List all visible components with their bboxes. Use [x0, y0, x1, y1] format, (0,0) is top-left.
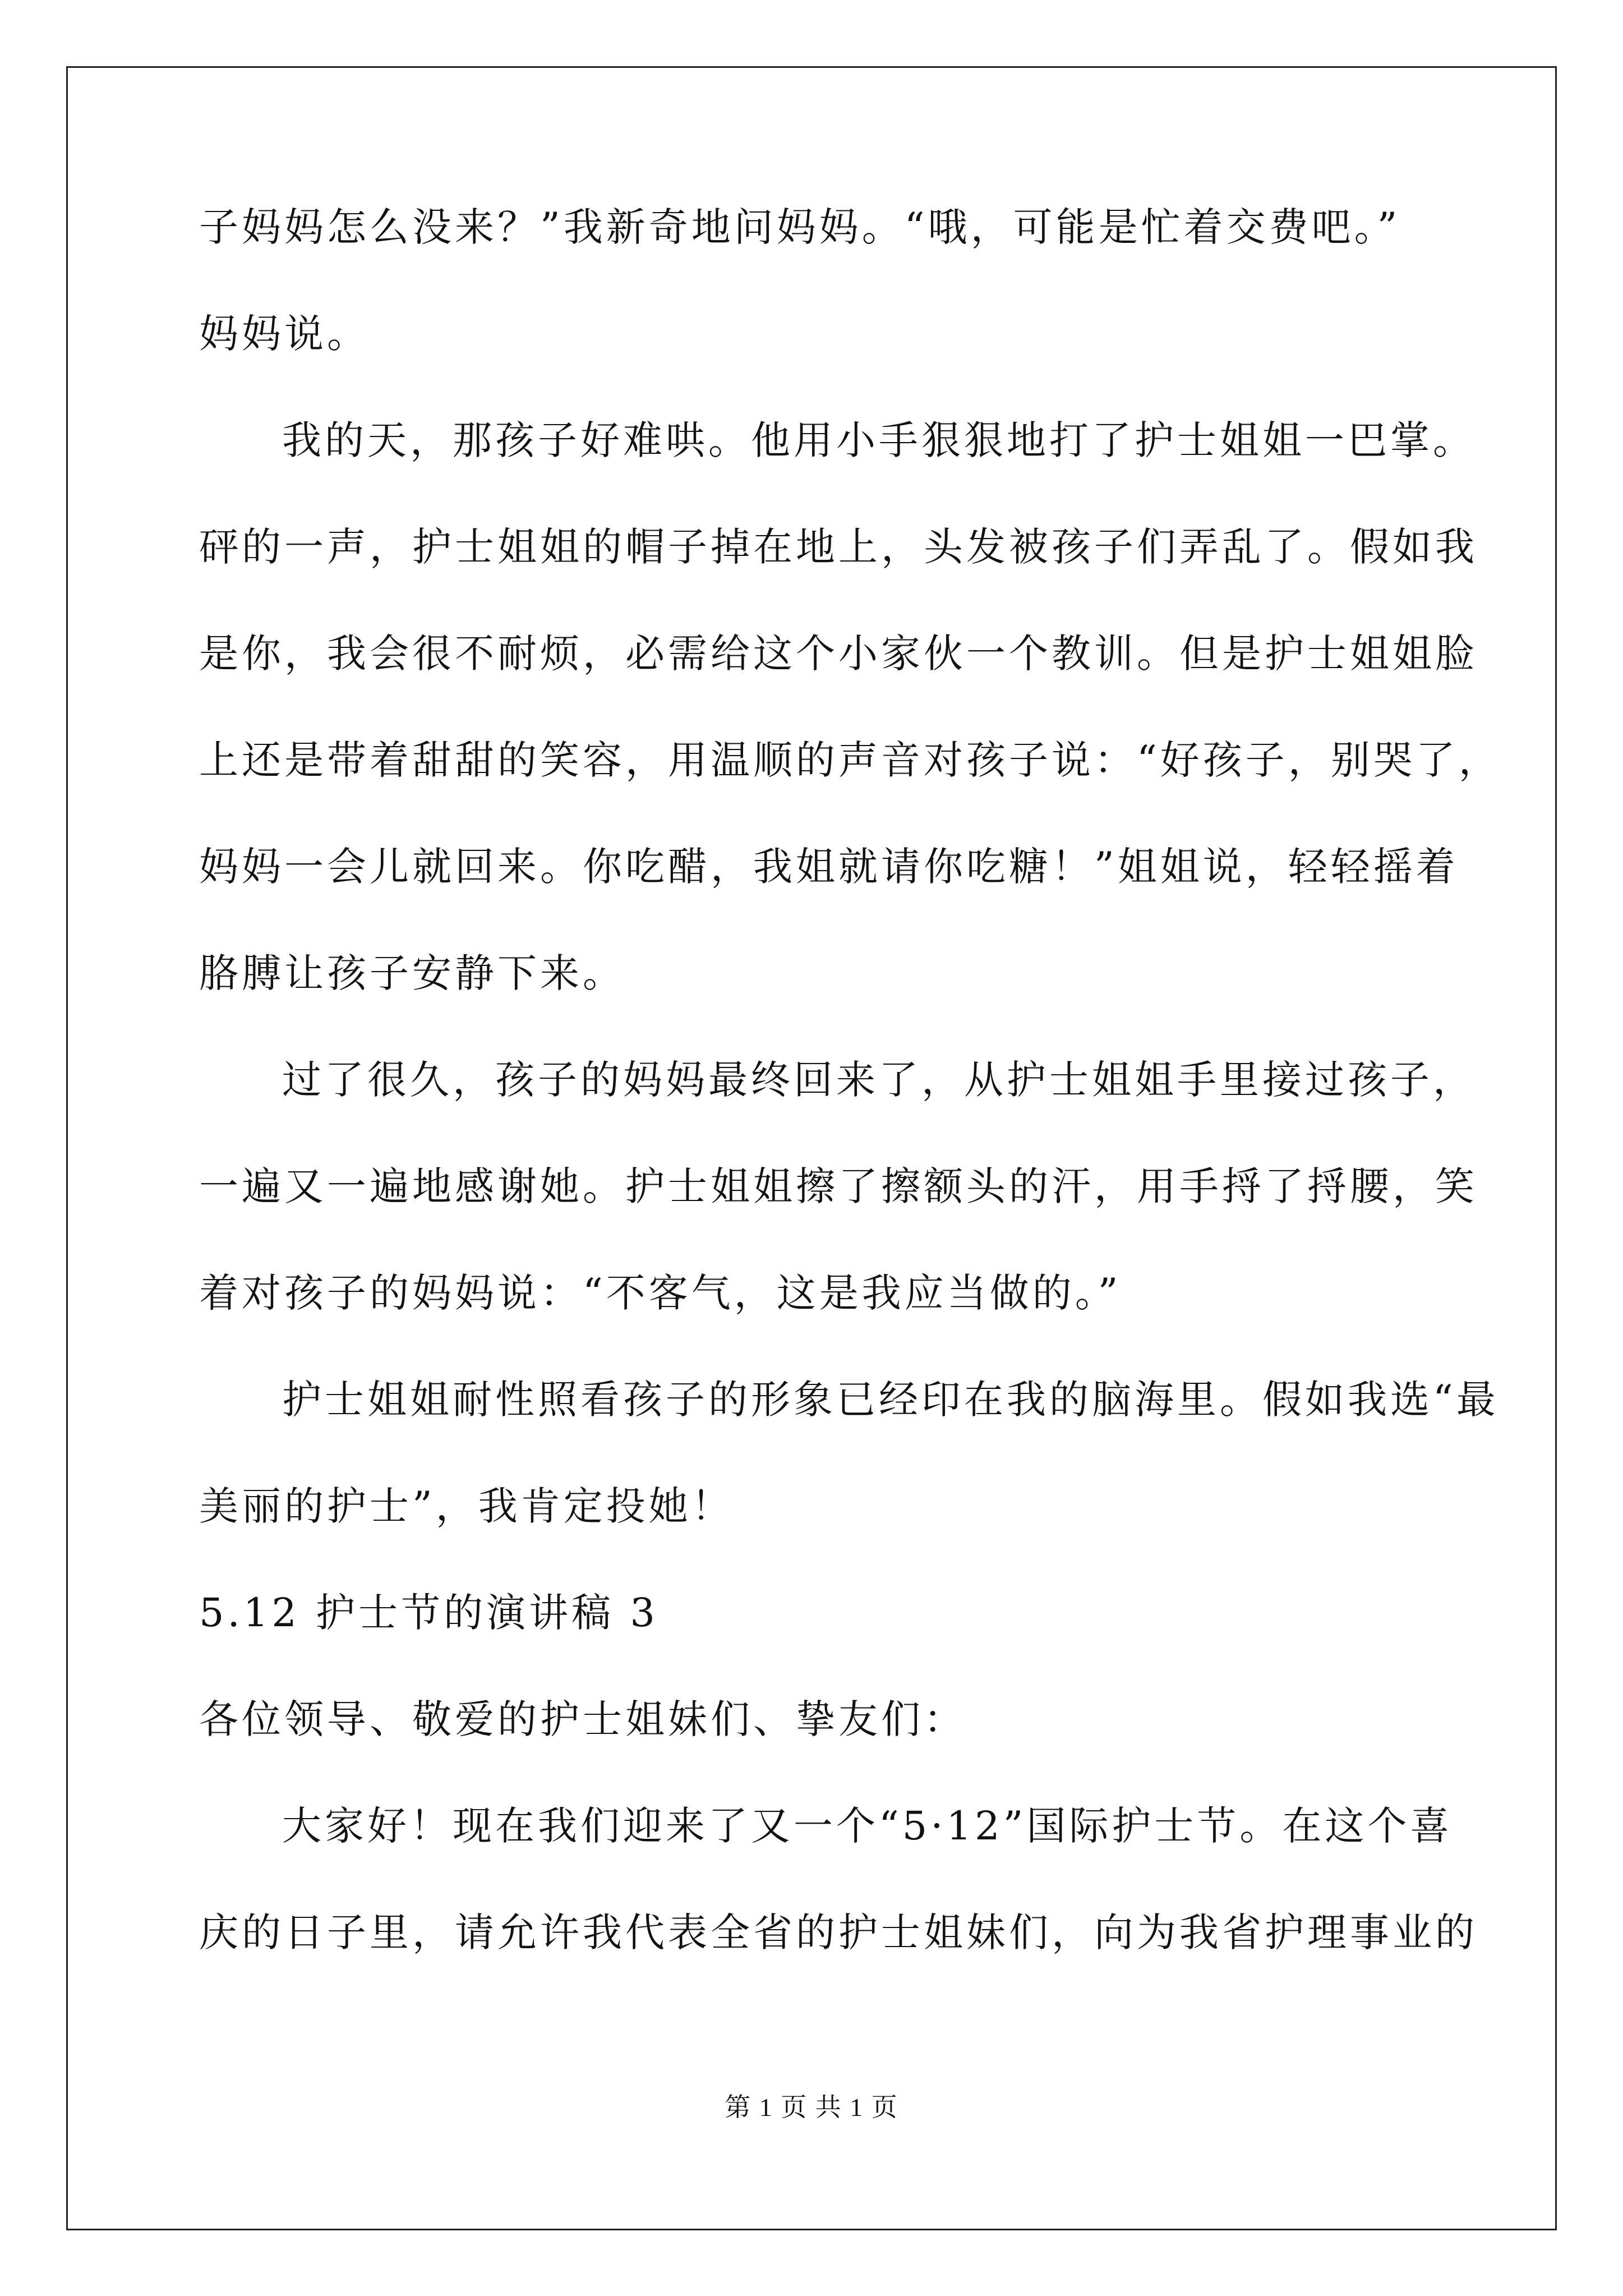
text-line: 庆的日子里，请允许我代表全省的护士姐妹们，向为我省护理事业的: [199, 1910, 1478, 1955]
text-line: 美丽的护士”，我肯定投她！: [199, 1483, 734, 1529]
text-line: 胳膊让孩子安静下来。: [199, 950, 625, 996]
text-line: 着对孩子的妈妈说：“不客气，这是我应当做的。”: [199, 1270, 1122, 1316]
text-line: 妈妈说。: [199, 311, 370, 357]
text-line: 妈妈一会儿就回来。你吃醋，我姐就请你吃糖！”姐姐说，轻轻摇着: [199, 844, 1459, 890]
text-line: 子妈妈怎么没来？”我新奇地问妈妈。“哦，可能是忙着交费吧。”: [199, 204, 1401, 250]
paragraph-start-line: 过了很久，孩子的妈妈最终回来了，从护士姐姐手里接过孩子，: [282, 1057, 1476, 1103]
paragraph-start-line: 大家好！现在我们迎来了又一个“5·12”国际护士节。在这个喜: [282, 1803, 1453, 1849]
page-border: [66, 66, 1557, 2230]
text-line: 一遍又一遍地感谢她。护士姐姐擦了擦额头的汗，用手捋了捋腰，笑: [199, 1163, 1478, 1209]
paragraph-start-line: 护士姐姐耐性照看孩子的形象已经印在我的脑海里。假如我选“最: [282, 1377, 1499, 1423]
text-line: 砰的一声，护士姐姐的帽子掉在地上，头发被孩子们弄乱了。假如我: [199, 524, 1478, 570]
salutation-line: 各位领导、敬爱的护士姐妹们、挚友们：: [199, 1696, 966, 1742]
paragraph-start-line: 我的天，那孩子好难哄。他用小手狠狠地打了护士姐姐一巴掌。: [282, 417, 1476, 463]
text-line: 上还是带着甜甜的笑容，用温顺的声音对孩子说：“好孩子，别哭了，: [199, 737, 1501, 783]
page-footer: 第 1 页 共 1 页: [725, 2093, 898, 2122]
text-line: 是你，我会很不耐烦，必需给这个小家伙一个教训。但是护士姐姐脸: [199, 631, 1478, 677]
section-heading: 5.12 护士节的演讲稿 3: [199, 1590, 658, 1636]
